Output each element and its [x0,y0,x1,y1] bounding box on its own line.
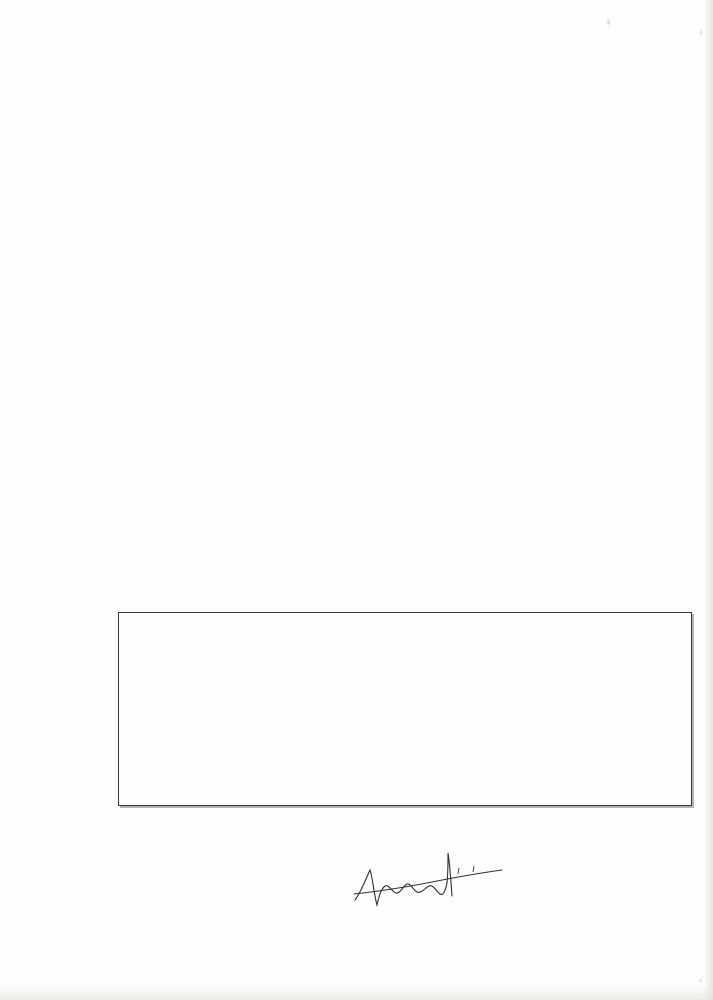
handwritten-signature [352,848,522,916]
scan-speck [607,19,610,25]
scan-speck [699,979,702,982]
scan-speck [700,30,702,35]
scan-edge-shadow-bottom [0,986,713,1000]
key-information-box [118,612,692,806]
scan-edge-shadow-right [703,0,713,1000]
